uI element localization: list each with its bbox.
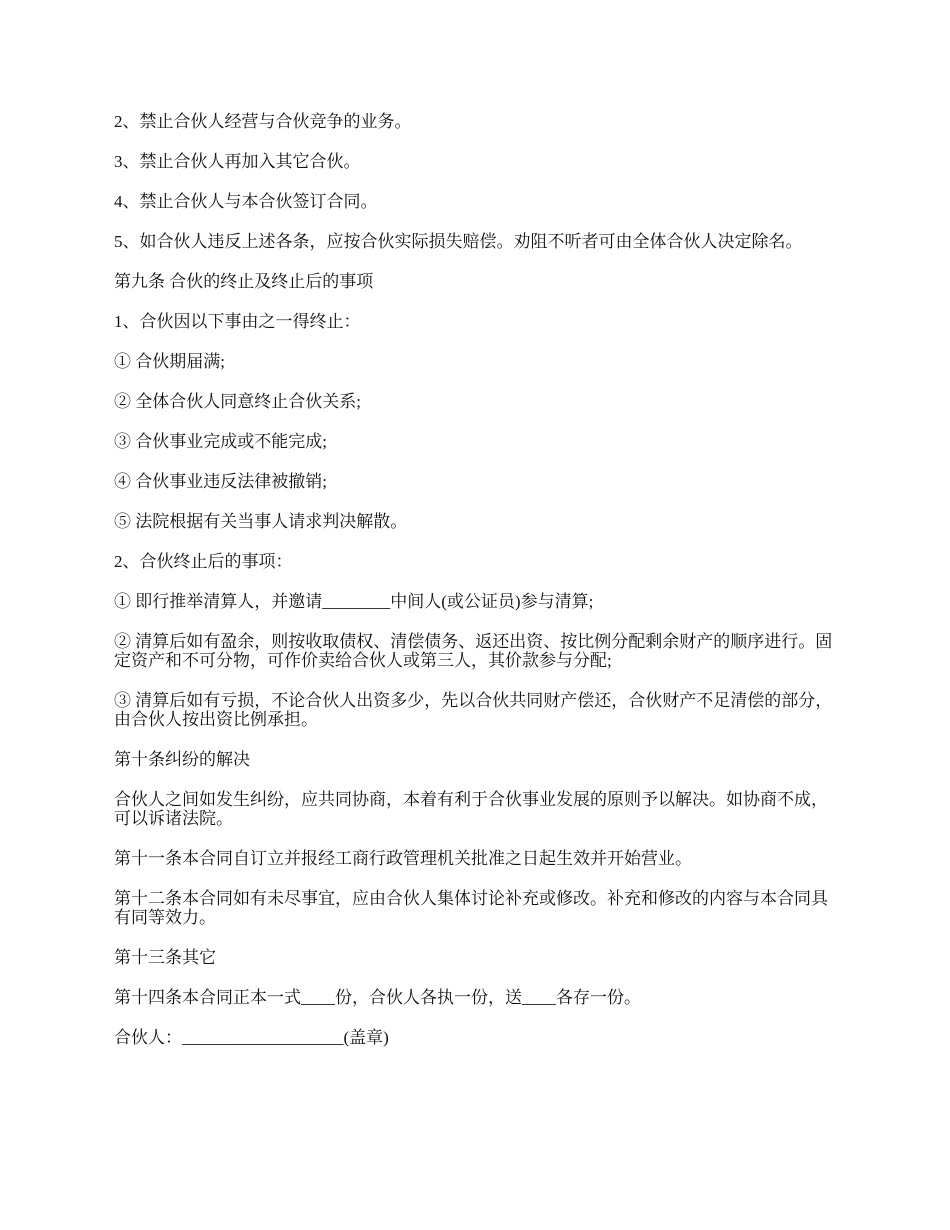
termination-cause-3: ③ 合伙事业完成或不能完成; — [114, 432, 327, 451]
post-termination-intro: 2、合伙终止后的事项： — [114, 552, 293, 571]
article-11-text: 第十一条本合同自订立并报经工商行政管理机关批准之日起生效并开始营业。 — [114, 849, 692, 868]
article-10-heading: 第十条纠纷的解决 — [114, 750, 250, 769]
clause-prohibit-contract: 4、禁止合伙人与本合伙签订合同。 — [114, 192, 378, 211]
article-13-heading: 第十三条其它 — [114, 948, 216, 967]
article-14-text: 第十四条本合同正本一式____份，合伙人各执一份，送____各存一份。 — [114, 988, 641, 1007]
clause-prohibit-join-other: 3、禁止合伙人再加入其它合伙。 — [114, 152, 361, 171]
document-body — [114, 112, 842, 1068]
termination-cause-1: ① 合伙期届满; — [114, 352, 225, 371]
termination-cause-5: ⑤ 法院根据有关当事人请求判决解散。 — [114, 512, 408, 531]
article-9-heading: 第九条 合伙的终止及终止后的事项 — [114, 272, 374, 291]
partner-signature-line: 合伙人：___________________(盖章) — [114, 1028, 389, 1047]
termination-cause-4: ④ 合伙事业违反法律被撤销; — [114, 472, 327, 491]
clause-violation-compensation: 5、如合伙人违反上述各条，应按合伙实际损失赔偿。劝阻不听者可由全体合伙人决定除名。 — [114, 232, 803, 251]
post-termination-item-1: ① 即行推举清算人，并邀请________中间人(或公证员)参与清算; — [114, 592, 594, 611]
post-termination-item-2: ② 清算后如有盈余，则按收取债权、清偿债务、返还出资、按比例分配剩余财产的顺序进行。固定资产和不可分物，可作价卖给合伙人或第三人，其价款参与分配; — [114, 632, 833, 670]
clause-prohibit-competition: 2、禁止合伙人经营与合伙竞争的业务。 — [114, 112, 412, 131]
termination-cause-2: ② 全体合伙人同意终止合伙关系; — [114, 392, 361, 411]
post-termination-item-3: ③ 清算后如有亏损，不论合伙人出资多少，先以合伙共同财产偿还，合伙财产不足清偿的部分，由合伙人按出资比例承担。 — [114, 691, 833, 729]
article-12-text: 第十二条本合同如有未尽事宜，应由合伙人集体讨论补充或修改。补充和修改的内容与本合同具有同等效力。 — [114, 889, 828, 927]
dispute-resolution-text: 合伙人之间如发生纠纷，应共同协商，本着有利于合伙事业发展的原则予以解决。如协商不成，可以诉诸法院。 — [114, 790, 828, 828]
termination-causes-intro: 1、合伙因以下事由之一得终止： — [114, 312, 361, 331]
